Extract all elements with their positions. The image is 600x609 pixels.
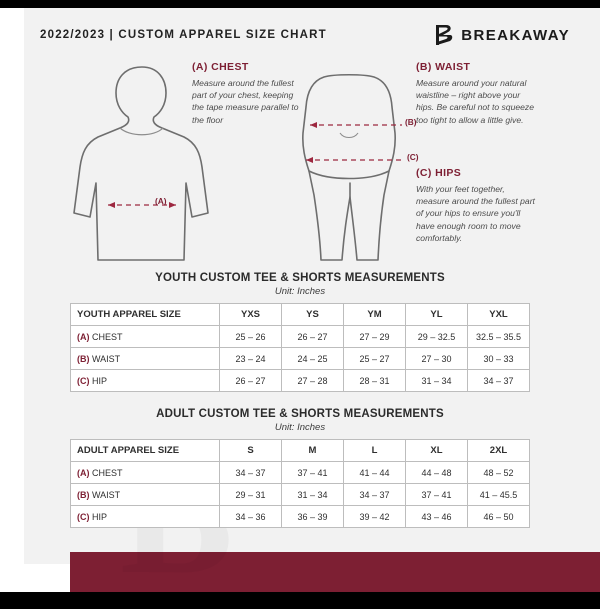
youth-waist-ys: 24 – 25	[282, 348, 344, 370]
youth-hip-yxs: 26 – 27	[220, 370, 282, 392]
youth-header-yxs: YXS	[220, 304, 282, 326]
youth-chest-yl: 29 – 32.5	[406, 326, 468, 348]
chest-line-label: (A)	[155, 196, 167, 206]
adult-chest-m: 37 – 41	[282, 462, 344, 484]
adult-chest-l: 41 – 44	[344, 462, 406, 484]
adult-waist-l: 34 – 37	[344, 484, 406, 506]
adult-chest-xl: 44 – 48	[406, 462, 468, 484]
adult-chest-code: (A)	[77, 467, 90, 478]
adult-row-waist-label	[71, 484, 220, 506]
adult-hip-s: 34 – 36	[220, 506, 282, 528]
youth-chest-name: CHEST	[92, 331, 123, 342]
table-row	[71, 484, 530, 506]
youth-hip-name: HIP	[92, 375, 108, 386]
table-row	[71, 326, 530, 348]
waist-line-label: (B)	[405, 117, 417, 127]
youth-header-yl: YL	[406, 304, 468, 326]
youth-waist-name: WAIST	[92, 353, 121, 364]
adult-header-2xl: 2XL	[468, 440, 530, 462]
youth-waist-ym: 25 – 27	[344, 348, 406, 370]
adult-hip-l: 39 – 42	[344, 506, 406, 528]
youth-row-hip-label	[71, 370, 220, 392]
adult-chest-name: CHEST	[92, 467, 123, 478]
left-margin	[0, 8, 24, 592]
brand-name: BREAKAWAY	[461, 26, 570, 44]
page-title: 2022/2023 | CUSTOM APPAREL SIZE CHART	[40, 29, 327, 41]
adult-header-m: M	[282, 440, 344, 462]
note-chest-body: Measure around the fullest part of your chest, keeping the tape measure parallel to the floor	[192, 78, 299, 125]
adult-waist-code: (B)	[77, 489, 90, 500]
youth-row-chest-label	[71, 326, 220, 348]
adult-chest-2xl: 48 – 52	[468, 462, 530, 484]
youth-chest-yxs: 25 – 26	[220, 326, 282, 348]
youth-hip-yxl: 34 – 37	[468, 370, 530, 392]
note-waist-body: Measure around your natural waistline – right above your hips. Be careful not to squeeze too tight to allow a little give.	[416, 78, 535, 125]
youth-header-ym: YM	[344, 304, 406, 326]
adult-table-block	[70, 408, 530, 528]
adult-waist-m: 31 – 34	[282, 484, 344, 506]
hips-line-label: (C)	[407, 152, 419, 162]
page-header	[40, 20, 570, 50]
table-row	[71, 462, 530, 484]
adult-waist-2xl: 41 – 45.5	[468, 484, 530, 506]
top-black-bar	[0, 0, 600, 8]
note-hips-body: With your feet together, measure around the fullest part of your hips to ensure you'll have enough room to move comfortably.	[416, 184, 535, 243]
table-header-row	[71, 304, 530, 326]
youth-hip-yl: 31 – 34	[406, 370, 468, 392]
adult-header-l: L	[344, 440, 406, 462]
note-hips	[416, 167, 536, 244]
youth-chest-yxl: 32.5 – 35.5	[468, 326, 530, 348]
note-waist	[416, 61, 536, 126]
youth-chest-ym: 27 – 29	[344, 326, 406, 348]
note-waist-title: (B) WAIST	[416, 61, 471, 73]
brand-lockup	[434, 23, 570, 47]
adult-waist-name: WAIST	[92, 489, 121, 500]
adult-table-subtitle: Unit: Inches	[274, 422, 326, 433]
youth-header-yxl: YXL	[468, 304, 530, 326]
table-row	[71, 370, 530, 392]
table-row	[71, 348, 530, 370]
youth-chest-code: (A)	[77, 331, 90, 342]
adult-chest-s: 34 – 37	[220, 462, 282, 484]
adult-hip-m: 36 – 39	[282, 506, 344, 528]
adult-row-chest-label	[71, 462, 220, 484]
youth-chest-ys: 26 – 27	[282, 326, 344, 348]
youth-table-block	[70, 272, 530, 392]
note-chest	[192, 61, 304, 126]
youth-table-subtitle: Unit: Inches	[274, 286, 326, 297]
note-chest-title: (A) CHEST	[192, 61, 249, 73]
youth-header-size: YOUTH APPAREL SIZE	[71, 304, 220, 326]
adult-hip-code: (C)	[77, 511, 90, 522]
youth-measurements-table	[70, 303, 530, 392]
adult-row-hip-label	[71, 506, 220, 528]
youth-header-ys: YS	[282, 304, 344, 326]
adult-hip-xl: 43 – 46	[406, 506, 468, 528]
adult-hip-name: HIP	[92, 511, 108, 522]
youth-waist-yxl: 30 – 33	[468, 348, 530, 370]
youth-hip-code: (C)	[77, 375, 90, 386]
youth-hip-ym: 28 – 31	[344, 370, 406, 392]
youth-table-title: YOUTH CUSTOM TEE & SHORTS MEASUREMENTS	[155, 272, 445, 284]
adult-table-title: ADULT CUSTOM TEE & SHORTS MEASUREMENTS	[156, 408, 444, 420]
adult-measurements-table	[70, 439, 530, 528]
note-hips-title: (C) HIPS	[416, 167, 462, 179]
youth-hip-ys: 27 – 28	[282, 370, 344, 392]
youth-waist-yxs: 23 – 24	[220, 348, 282, 370]
bottom-black-bar	[0, 592, 600, 600]
table-row	[71, 506, 530, 528]
adult-waist-s: 29 – 31	[220, 484, 282, 506]
table-header-row	[71, 440, 530, 462]
breakaway-b-logo-icon	[434, 23, 454, 47]
adult-header-xl: XL	[406, 440, 468, 462]
youth-waist-code: (B)	[77, 353, 90, 364]
youth-waist-yl: 27 – 30	[406, 348, 468, 370]
youth-row-waist-label	[71, 348, 220, 370]
adult-header-size: ADULT APPAREL SIZE	[71, 440, 220, 462]
adult-waist-xl: 37 – 41	[406, 484, 468, 506]
adult-hip-2xl: 46 – 50	[468, 506, 530, 528]
measurement-illustration	[24, 55, 576, 270]
adult-header-s: S	[220, 440, 282, 462]
